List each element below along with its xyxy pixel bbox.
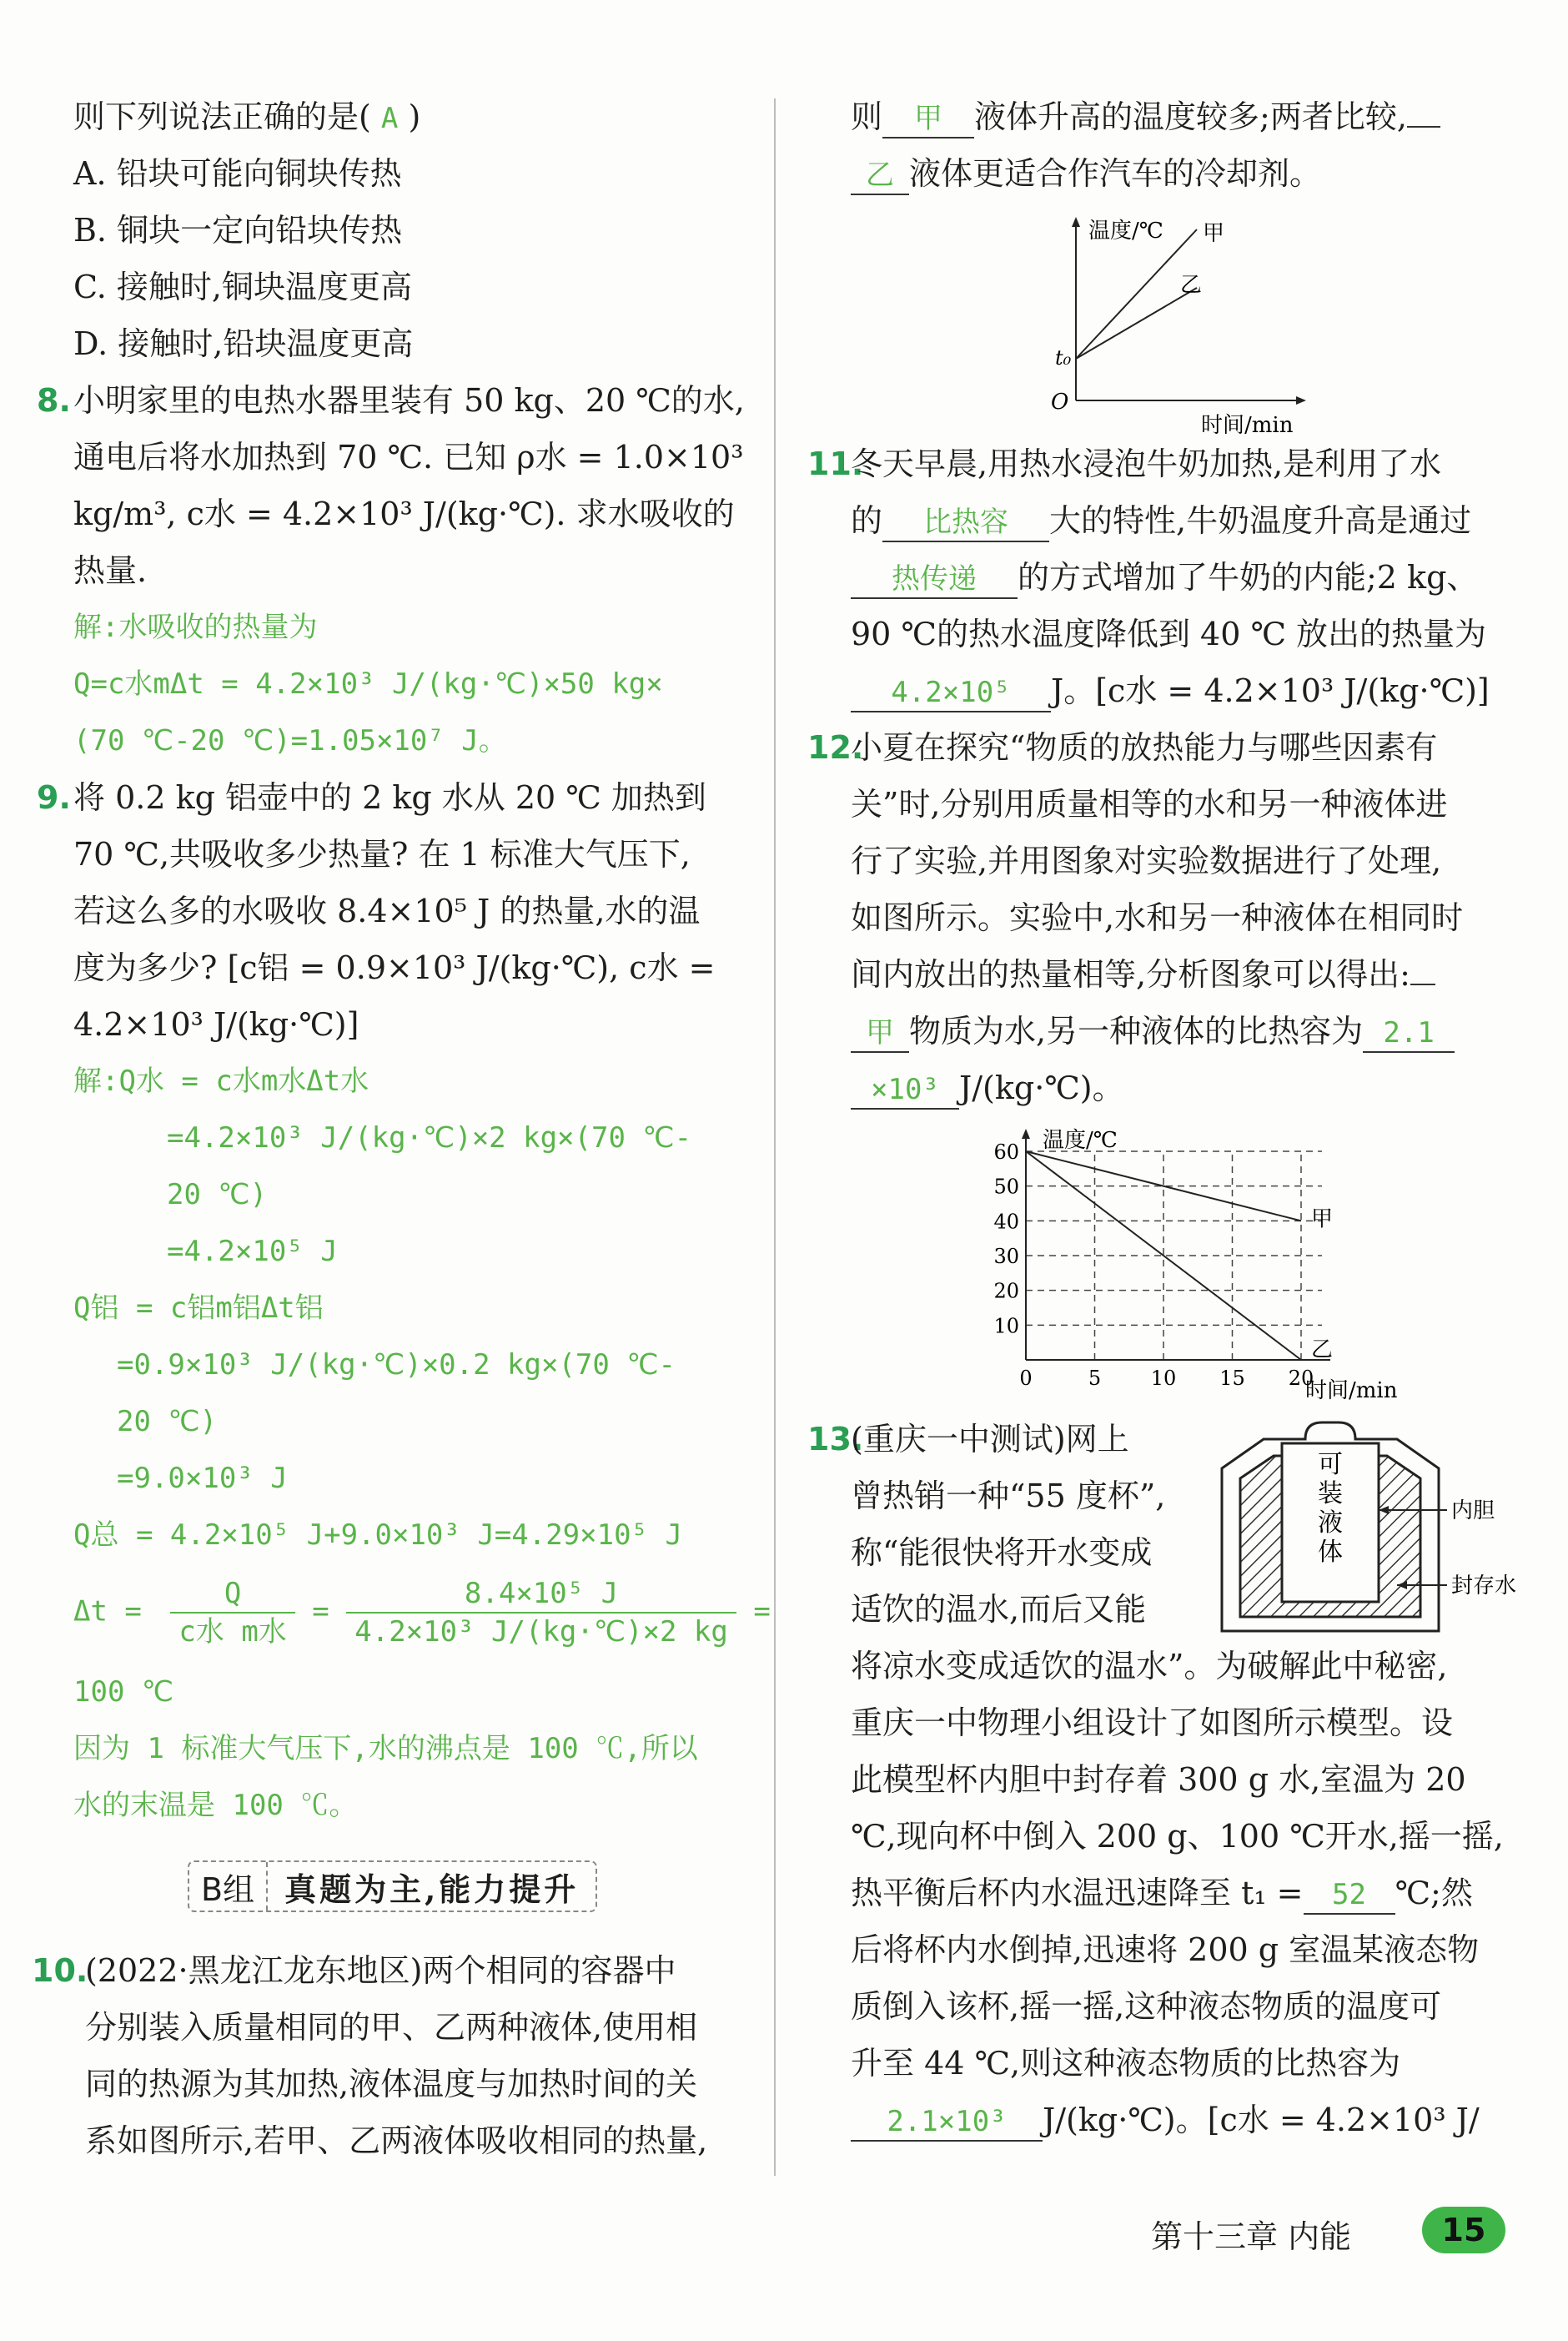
chart-y-axis-label: 温度/℃ <box>1043 1128 1118 1153</box>
fraction: $\frac{Q}{\text{c水 m水}}$ <box>170 1575 294 1650</box>
q13-line: 将凉水变成适饮的温水”。为破解此中秘密, <box>851 1648 1448 1684</box>
label-inner-liner: 内胆 <box>1451 1498 1495 1523</box>
q12-line: 如图所示。实验中,水和另一种液体在相同时 <box>851 899 1464 936</box>
q9-number: 9. <box>37 779 71 816</box>
chart-ticks <box>993 1140 1314 1390</box>
q9-solution: =9.0×10³ J <box>117 1462 288 1495</box>
q13-line: 质倒入该杯,摇一摇,这种液态物质的温度可 <box>851 1988 1442 2025</box>
q11-blank-1: 比热容 <box>882 504 1049 542</box>
q8-line: kg/m³, c水 = 4.2×10³ J/(kg·℃). 求水吸收的 <box>73 496 735 532</box>
x-tick-label: 5 <box>1088 1367 1102 1390</box>
q8-line: 通电后将水加热到 70 ℃. 已知 ρ水 = 1.0×10³ <box>73 439 744 476</box>
t0-label: t₀ <box>1055 346 1072 370</box>
page-number: 15 <box>1422 2207 1505 2253</box>
y-tick-label: 40 <box>993 1210 1019 1234</box>
q11-line: 冬天早晨,用热水浸泡牛奶加热,是利用了水 <box>851 446 1442 482</box>
q7-answer: A <box>380 102 399 135</box>
q8-number: 8. <box>37 382 71 419</box>
q12-cooling-chart <box>976 1122 1443 1410</box>
q9-solution: 解:Q水 = c水m水Δt水 <box>73 1065 369 1098</box>
q9-solution: 20 ℃) <box>117 1405 218 1438</box>
q13-line: 重庆一中物理小组设计了如图所示模型。设 <box>851 1704 1454 1741</box>
section-tag: B组 <box>189 1862 268 1911</box>
q13-line: 热平衡后杯内水温迅速降至 t₁ = 52 ℃;然 <box>851 1872 1473 1915</box>
x-tick-label: 15 <box>1219 1367 1245 1390</box>
series-label: 甲 <box>1311 1206 1334 1232</box>
q8-line: 小明家里的电热水器里装有 50 kg、20 ℃的水, <box>73 382 745 419</box>
q13-line: 称“能很快将开水变成 <box>851 1534 1153 1571</box>
q9-solution: =4.2×10³ J/(kg·℃)×2 kg×(70 ℃- <box>167 1121 692 1155</box>
q9-line: 度为多少? [c铝 = 0.9×10³ J/(kg·℃), c水 = <box>73 949 716 986</box>
q11-line: 4.2×10⁵ J。[c水 = 4.2×10³ J/(kg·℃)] <box>851 670 1490 712</box>
q10-blank-2: 乙 <box>851 157 909 195</box>
q9-line: 若这么多的水吸收 8.4×10⁵ J 的热量,水的温 <box>73 893 701 929</box>
q8-solution: 解:水吸收的热量为 <box>73 611 318 644</box>
series-label: 乙 <box>1311 1337 1334 1362</box>
q9-line: 4.2×10³ J/(kg·℃)] <box>73 1006 359 1043</box>
section-title: 真题为主,能力提升 <box>284 1870 580 1908</box>
q12-line: 小夏在探究“物质的放热能力与哪些因素有 <box>851 729 1438 766</box>
q13-line: 升至 44 ℃,则这种液态物质的比热容为 <box>851 2045 1401 2082</box>
q10-continuation: 则 甲 液体升高的温度较多;两者比较, <box>851 96 1440 138</box>
cup-inner-char: 可 <box>1318 1450 1343 1479</box>
q12-line: ×10³ J/(kg·℃)。 <box>851 1067 1124 1110</box>
chart-x-axis-label: 时间/min <box>1305 1378 1398 1403</box>
q8-solution: (70 ℃-20 ℃)=1.05×10⁷ J。 <box>73 724 507 758</box>
q10-line: (2022·黑龙江龙东地区)两个相同的容器中 <box>85 1952 676 1989</box>
q11-number: 11. <box>807 446 864 482</box>
q13-line: ℃,现向杯中倒入 200 g、100 ℃开水,摇一摇, <box>851 1818 1504 1855</box>
q9-solution: Q总 = 4.2×10⁵ J+9.0×10³ J=4.29×10⁵ J <box>73 1518 682 1552</box>
q9-solution: =0.9×10³ J/(kg·℃)×0.2 kg×(70 ℃- <box>117 1348 676 1382</box>
q11-line: 的 比热容 大的特性,牛奶温度升高是通过 <box>851 500 1471 542</box>
q9-line: 70 ℃,共吸收多少热量? 在 1 标准大气压下, <box>73 836 691 873</box>
q10-number: 10. <box>32 1952 88 1989</box>
q13-line: 此模型杯内胆中封存着 300 g 水,室温为 20 <box>851 1761 1466 1798</box>
column-divider <box>774 98 776 2176</box>
q9-solution: 100 ℃ <box>73 1675 174 1709</box>
q10-temperature-graph <box>1043 209 1318 434</box>
q7-option-c: C. 接触时,铜块温度更高 <box>73 269 412 305</box>
y-tick-label: 30 <box>993 1245 1019 1268</box>
q7-option-d: D. 接触时,铅块温度更高 <box>73 325 414 362</box>
q11-line: 90 ℃的热水温度降低到 40 ℃ 放出的热量为 <box>851 616 1487 652</box>
x-axis-label: 时间/min <box>1201 413 1294 434</box>
cup-inner-char: 装 <box>1318 1479 1343 1508</box>
q9-solution: 因为 1 标准大气压下,水的沸点是 100 ℃,所以 <box>73 1732 698 1765</box>
y-tick-label: 60 <box>993 1140 1019 1164</box>
y-axis-label: 温度/℃ <box>1088 219 1163 244</box>
q10-line: 系如图所示,若甲、乙两液体吸收相同的热量, <box>85 2122 708 2159</box>
q10-line: 同的热源为其加热,液体温度与加热时间的关 <box>85 2066 698 2102</box>
q13-cup-diagram <box>1214 1418 1522 1644</box>
q12-blank-2-cont: ×10³ <box>851 1071 959 1110</box>
q12-blank-1: 甲 <box>851 1014 909 1053</box>
q11-line: 热传递 的方式增加了牛奶的内能;2 kg、 <box>851 556 1478 599</box>
chart-grid <box>1026 1151 1322 1360</box>
q8-solution: Q=c水mΔt = 4.2×10³ J/(kg·℃)×50 kg× <box>73 667 663 701</box>
x-tick-label: 10 <box>1150 1367 1177 1390</box>
chapter-footer: 第十三章 内能 <box>1151 2218 1352 2255</box>
x-tick-label: 20 <box>1288 1367 1314 1390</box>
y-tick-label: 20 <box>993 1279 1019 1303</box>
q8-line: 热量. <box>73 552 148 589</box>
cup-inner-char: 液 <box>1318 1508 1343 1538</box>
q10-line: 分别装入质量相同的甲、乙两种液体,使用相 <box>85 2009 698 2046</box>
q11-blank-3: 4.2×10⁵ <box>851 674 1051 712</box>
q10-continuation: 乙 液体更适合作汽车的冷却剂。 <box>851 153 1321 195</box>
q13-line: 2.1×10³ J/(kg·℃)。[c水 = 4.2×10³ J/ <box>851 2099 1480 2142</box>
q9-solution: =4.2×10⁵ J <box>167 1235 338 1268</box>
q9-solution: Q铝 = c铝m铝Δt铝 <box>73 1291 324 1325</box>
q13-line: 后将杯内水倒掉,迅速将 200 g 室温某液态物 <box>851 1931 1480 1968</box>
q9-solution: 水的末温是 100 ℃。 <box>73 1789 358 1822</box>
series-line-yi <box>1076 288 1197 359</box>
q13-blank-2: 2.1×10³ <box>851 2103 1043 2142</box>
label-sealed-water: 封存水 <box>1451 1573 1517 1598</box>
fraction: $\frac{\text{8.4×10⁵ J}}{\text{4.2×10³ J/(kg·℃)×2 kg}}$ <box>346 1575 736 1650</box>
q12-line: 间内放出的热量相等,分析图象可以得出: <box>851 954 1435 995</box>
cup-inner-char: 体 <box>1318 1538 1343 1567</box>
legend-jia: 甲 <box>1203 221 1225 246</box>
q12-line: 行了实验,并用图象对实验数据进行了处理, <box>851 843 1442 879</box>
q12-line: 甲 物质为水,另一种液体的比热容为 2.1 <box>851 1010 1455 1053</box>
q7-option-b: B. 铜块一定向铅块传热 <box>73 212 403 249</box>
chart-series <box>1026 1151 1333 1362</box>
q13-line: 曾热销一种“55 度杯”, <box>851 1478 1166 1514</box>
q13-blank-1: 52 <box>1304 1876 1395 1915</box>
q12-number: 12. <box>807 729 864 766</box>
y-axis-arrow <box>1072 217 1080 227</box>
q9-solution: 20 ℃) <box>167 1178 268 1211</box>
series-line-jia <box>1076 229 1197 359</box>
q13-line: (重庆一中测试)网上 <box>851 1421 1129 1457</box>
q10-blank-1: 甲 <box>882 100 974 138</box>
x-tick-label: 0 <box>1019 1367 1033 1390</box>
q7-option-a: A. 铅块可能向铜块传热 <box>73 155 402 192</box>
q9-line: 将 0.2 kg 铝壶中的 2 kg 水从 20 ℃ 加热到 <box>73 779 706 816</box>
q12-blank-1-start <box>1410 984 1435 985</box>
y-tick-label: 10 <box>993 1314 1019 1338</box>
q13-number: 13. <box>807 1421 864 1457</box>
section-b-header <box>188 1860 597 1912</box>
q12-line: 关”时,分别用质量相等的水和另一种液体进 <box>851 786 1448 823</box>
origin-label: O <box>1051 390 1069 415</box>
legend-yi: 乙 <box>1180 273 1203 298</box>
q7-stem: 则下列说法正确的是( A ) <box>73 98 421 135</box>
q11-blank-2: 热传递 <box>851 561 1018 599</box>
q12-blank-2: 2.1 <box>1363 1014 1455 1053</box>
y-tick-label: 50 <box>993 1175 1019 1199</box>
q9-fraction-line: Δt = $\frac{Q}{\text{c水 m水}}$ = $\frac{\text{8.4×10⁵ J}}{\text{4.2×10³ J/(kg·℃)×2 kg}}$ = <box>73 1577 771 1649</box>
x-axis-arrow <box>1296 396 1306 405</box>
y-axis-arrow <box>1022 1129 1030 1139</box>
q10-blank-2-start <box>1407 126 1440 128</box>
q13-line: 适饮的温水,而后又能 <box>851 1591 1147 1628</box>
